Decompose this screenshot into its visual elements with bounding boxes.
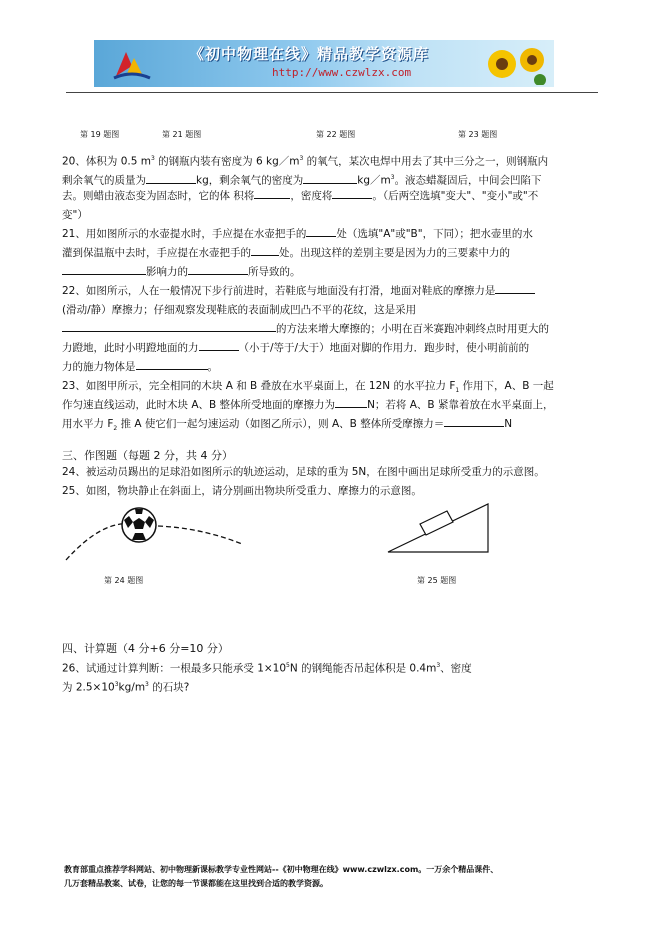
q21-blank-4[interactable] (188, 263, 248, 275)
q20-blank-2[interactable] (303, 172, 357, 184)
sunflower-icon (480, 42, 550, 85)
banner-title: 《初中物理在线》精品教学资源库 (189, 45, 430, 63)
q24-text: 24、被运动员踢出的足球沿如图所示的轨迹运动，足球的重为 5N，在图中画出足球所受重力的示意图。 (62, 466, 545, 478)
header-banner (94, 40, 554, 87)
q20-line3: 去。则蜡由液态变为固态时，它的体 积将 ，密度将 。（后两空选填"变大"、"变小"或"不 (62, 187, 538, 206)
caption-19: 第 19 题图 (80, 130, 120, 139)
caption-22: 第 22 题图 (316, 130, 356, 139)
fig25-incline (385, 500, 495, 556)
q23-line3: 用水平力 $F_2$ 推 A 使它们一起匀速运动（如图乙所示），则 A、B 整体所受摩擦力＝ N (62, 415, 512, 438)
header-rule (66, 92, 598, 93)
q20-line4: 变"） (62, 209, 88, 221)
section-3-heading: 三、作图题（每题 2 分，共 4 分） (62, 449, 233, 462)
q20-line2: 剩余氧气的质量为 kg，剩余氧气的密度为 $kg/m^3$。液态蜡凝固后，中间会凹陷下 (62, 168, 542, 191)
q22-line3: 的方法来增大摩擦的；小明在百米赛跑冲刺终点时用更大的 (62, 320, 549, 339)
caption-23: 第 23 题图 (458, 130, 498, 139)
q20-blank-1[interactable] (146, 172, 196, 184)
q22-blank-2[interactable] (62, 320, 276, 332)
site-logo-icon (112, 48, 152, 80)
q22-line5: 力的施力物体是 。 (62, 358, 218, 377)
q23-blank-2[interactable] (444, 415, 504, 427)
q21-line1: 21、用如图所示的水壶提水时，手应提在水壶把手的 处（选填"A"或"B"，下同）；把水壶里的水 (62, 225, 533, 244)
q21-blank-3[interactable] (62, 263, 146, 275)
banner-url[interactable]: http://www.czwlzx.com (272, 66, 412, 79)
q22-blank-1[interactable] (495, 282, 535, 294)
q23-line1: 23、如图甲所示，完全相同的木块 A 和 B 叠放在水平桌面上，在 12N 的水平拉力 $F_1$ 作用下，A、B 一起 (62, 380, 554, 395)
q21-blank-2[interactable] (251, 244, 279, 256)
q22-line1: 22、如图所示，人在一般情况下步行前进时，若鞋底与地面没有打滑，地面对鞋底的摩擦力是 (62, 282, 535, 301)
q23-line2: 作匀速直线运动，此时木块 A、B 整体所受地面的摩擦力为 N；若将 A、B 紧靠着放在水平桌面上， (62, 396, 553, 415)
q21-line3: 影响力的 所导致的。 (62, 263, 301, 282)
q22-line2: (滑动/静）摩擦力；仔细观察发现鞋底的表面制成凹凸不平的花纹，这是采用 (62, 304, 417, 316)
q23-blank-1[interactable] (335, 396, 367, 408)
caption-24: 第 24 题图 (104, 576, 144, 585)
q20-blank-4[interactable] (332, 187, 372, 199)
soccer-ball-icon (120, 506, 158, 544)
footer-line2: 几万套精品教案、试卷，让您的每一节课都能在这里找到合适的教学资源。 (64, 879, 328, 888)
caption-21: 第 21 题图 (162, 130, 202, 139)
q21-blank-1[interactable] (306, 225, 336, 237)
q26-line2: 为 $2.5\times 10^3kg/m^3$ 的石块? (62, 681, 190, 694)
q25-text: 25、如图，物块静止在斜面上，请分别画出物块所受重力、摩擦力的示意图。 (62, 485, 422, 497)
q22-line4: 力蹬地，此时小明蹬地面的力 （小于/等于/大于）地面对脚的作用力．跑步时，使小明前前的 (62, 339, 529, 358)
footer-line1: 教育部重点推荐学科网站、初中物理新课标教学专业性网站--《初中物理在线》www.czwlzx.com。一万余个精品课件、 (64, 865, 499, 874)
q21-line2: 灌到保温瓶中去时，手应提在水壶把手的 处。出现这样的差别主要是因为力的三要素中力的 (62, 244, 510, 263)
q22-blank-4[interactable] (136, 358, 208, 370)
section-4-heading: 四、计算题（4 分+6 分=10 分） (62, 642, 229, 655)
q26-line1: 26、试通过计算判断：一根最多只能承受 $1\times 10^5N$ 的钢绳能否吊起体积是 $0.4m^3$、密度 (62, 662, 472, 675)
q20-blank-3[interactable] (254, 187, 290, 199)
q20-line1: 20、体积为 0.5 $m^3$ 的钢瓶内装有密度为 6 $kg/m^3$ 的氧气，某次电焊中用去了其中三分之一，则钢瓶内 (62, 155, 549, 168)
q22-blank-3[interactable] (199, 339, 239, 351)
caption-25: 第 25 题图 (417, 576, 457, 585)
